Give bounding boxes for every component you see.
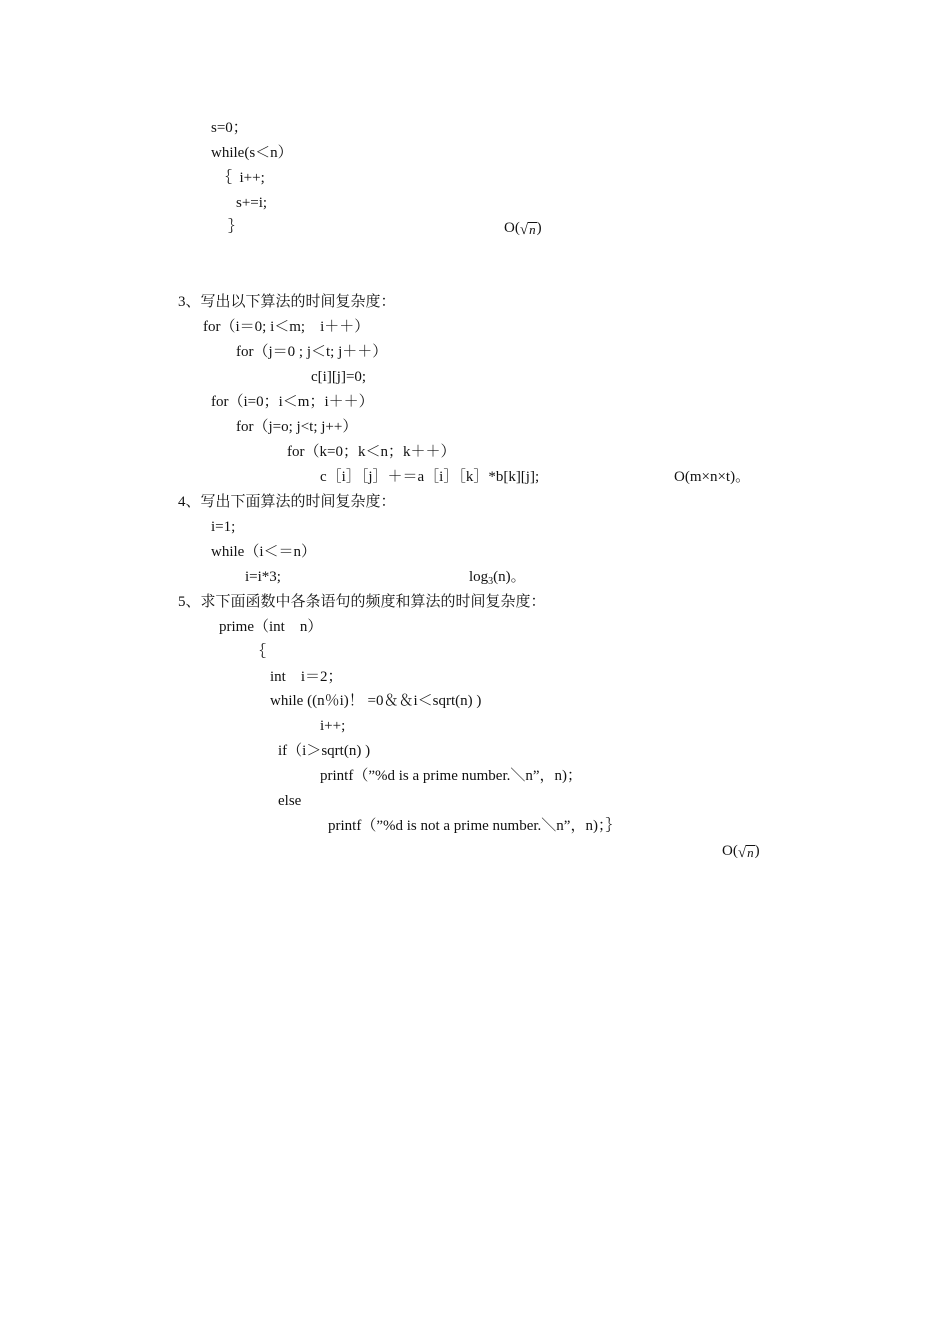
code-line: prime（int n） <box>219 619 323 635</box>
sqrt-symbol: √n <box>519 222 536 238</box>
log-base: log <box>469 569 489 585</box>
question-title: 3、写出以下算法的时间复杂度： <box>178 294 396 310</box>
code-line: for（i＝0; i＜m; i＋＋） <box>203 319 370 335</box>
complexity-answer-4 <box>469 568 526 586</box>
code-line: s+=i; <box>236 195 268 211</box>
sqrt-symbol: √n <box>737 845 754 861</box>
code-line: ｝ <box>228 219 244 235</box>
code-line: i=i*3; <box>245 569 281 585</box>
answer-prefix: O( <box>722 843 738 859</box>
code-line: printf（”%d is a prime number.＼n”，n)； <box>320 768 583 784</box>
code-line: c[i][j]=0; <box>311 369 367 385</box>
complexity-answer-1 <box>504 219 542 237</box>
code-line: for（j=o; j<t; j++） <box>236 419 358 435</box>
complexity-answer-3: O(m×n×t)。 <box>674 469 751 485</box>
complexity-answer-5 <box>722 842 760 860</box>
radicand: n <box>529 222 536 237</box>
answer-suffix: ) <box>536 220 542 236</box>
radicand: n <box>747 845 754 860</box>
code-line: s=0； <box>211 120 248 136</box>
code-line: while(s＜n） <box>211 145 293 161</box>
code-line: for（i=0；i＜m；i＋＋） <box>211 394 374 410</box>
question-title: 5、求下面函数中各条语句的频度和算法的时间复杂度： <box>178 594 546 610</box>
answer-suffix: ) <box>754 843 760 859</box>
code-line: c［i］［j］＋＝a［i］［k］*b[k][j]; <box>320 469 540 485</box>
code-line: ｛ i++; <box>217 170 265 186</box>
code-line: ｛ <box>251 644 267 660</box>
code-line: i=1; <box>211 519 236 535</box>
answer-prefix: O( <box>504 220 520 236</box>
code-line: printf（”%d is not a prime number.＼n”，n)；｝ <box>328 818 621 834</box>
code-line: else <box>278 793 302 809</box>
code-line: for（j＝0 ; j＜t; j＋＋） <box>236 344 388 360</box>
code-line: i++; <box>320 718 346 734</box>
code-line: for（k=0；k＜n；k＋＋） <box>287 444 456 460</box>
code-line: while ((n％i)！ =0＆＆i＜sqrt(n) ) <box>270 693 482 709</box>
log-argument: (n)。 <box>493 569 526 585</box>
code-line: while（i＜＝n） <box>211 544 316 560</box>
code-line: if（i＞sqrt(n) ) <box>278 743 371 759</box>
log-subscript: 3 <box>488 576 494 587</box>
question-title: 4、写出下面算法的时间复杂度： <box>178 494 396 510</box>
code-line: int i＝2； <box>270 669 343 685</box>
